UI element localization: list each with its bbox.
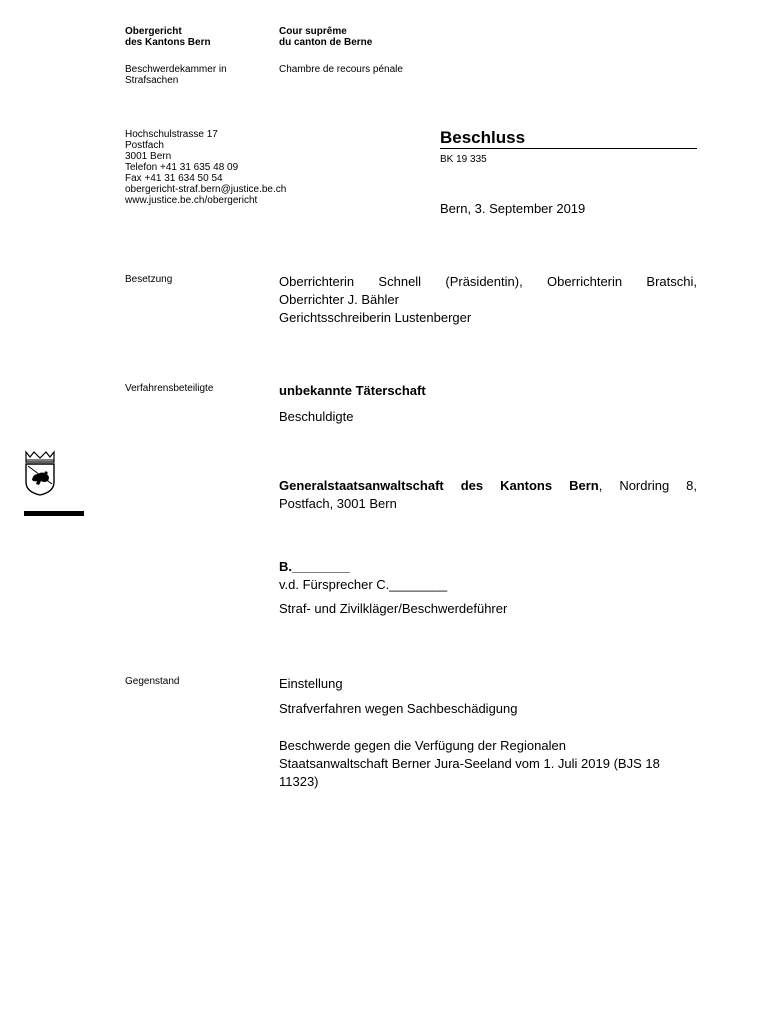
address-street: Hochschulstrasse 17 xyxy=(125,129,218,140)
subject-item2: Strafverfahren wegen Sachbeschädigung xyxy=(279,701,518,716)
party2-line1 xyxy=(279,477,697,495)
subject-item3: Beschwerde gegen die Verfügung der Regionalen Staatsanwaltschaft Berner Jura-Seeland vom 1. Juli 2019 (BJS 18 11323) xyxy=(279,738,660,789)
party2-address-line2: Postfach, 3001 Bern xyxy=(279,496,397,511)
address-fax: Fax +41 31 634 50 54 xyxy=(125,173,223,184)
court-address xyxy=(125,129,286,206)
title-underline xyxy=(440,148,697,149)
address-postbox: Postfach xyxy=(125,140,164,151)
besetzung-label: Besetzung xyxy=(125,274,173,285)
court-name-fr: Cour suprême du canton de Berne xyxy=(279,26,373,48)
party2-block xyxy=(279,477,697,513)
besetzung-judge: Oberrichter J. Bähler xyxy=(279,292,399,307)
party3-counsel: v.d. Fürsprecher C.________ xyxy=(279,577,448,592)
subject-label: Gegenstand xyxy=(125,676,180,687)
document-title-block xyxy=(440,128,697,165)
besetzung-content xyxy=(279,273,697,327)
chamber-name-fr: Chambre de recours pénale xyxy=(279,64,403,75)
subject-item1: Einstellung xyxy=(279,676,343,691)
besetzung-judges: Oberrichterin Schnell (Präsidentin), Oberrichterin Bratschi, xyxy=(279,274,697,289)
document-reference: BK 19 335 xyxy=(440,154,487,165)
party2-name: Generalstaatsanwaltschaft des Kantons Bern xyxy=(279,478,599,493)
address-email[interactable]: obergericht-straf.bern@justice.be.ch xyxy=(125,184,287,195)
bern-coat-of-arms-icon xyxy=(24,450,56,496)
party3-block xyxy=(279,558,447,594)
address-phone: Telefon +41 31 635 48 09 xyxy=(125,162,239,173)
party1-role: Beschuldigte xyxy=(279,409,354,424)
party1-name: unbekannte Täterschaft xyxy=(279,383,426,398)
address-website[interactable]: www.justice.be.ch/obergericht xyxy=(125,195,258,206)
document-date: Bern, 3. September 2019 xyxy=(440,201,586,216)
party3-name: B.________ xyxy=(279,559,350,574)
court-name-de: Obergericht des Kantons Bern xyxy=(125,26,211,48)
chamber-name-de: Beschwerdekammer in Strafsachen xyxy=(125,64,227,86)
decorative-bar xyxy=(24,511,84,516)
party3-role: Straf- und Zivilkläger/Beschwerdeführer xyxy=(279,601,508,616)
document-title: Beschluss xyxy=(440,128,526,147)
parties-label: Verfahrensbeteiligte xyxy=(125,383,214,394)
address-city: 3001 Bern xyxy=(125,151,172,162)
party2-address: , Nordring 8, xyxy=(598,478,697,493)
besetzung-clerk: Gerichtsschreiberin Lustenberger xyxy=(279,310,472,325)
